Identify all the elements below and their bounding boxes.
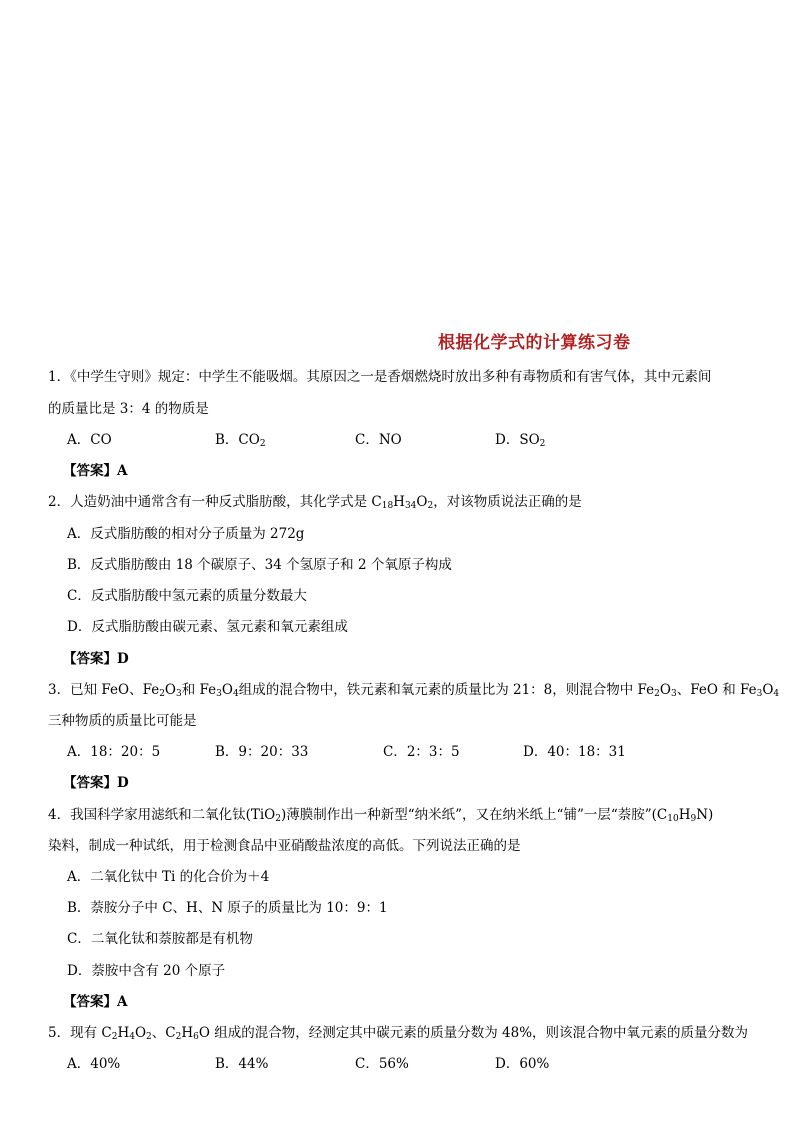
question-1-answer: 【答案】A <box>63 463 128 479</box>
question-5-option-b: B．44% <box>215 1056 269 1072</box>
question-5-option-d: D．60% <box>495 1056 550 1072</box>
question-3-stem-line-1: 3．已知 FeO、$Fe_2O_3$和 $Fe_3O_4$组成的混合物中，铁元素和氧元素的质量比为 21：8，则混合物中 $Fe_2O_3$、FeO 和 $Fe_3O_4$ <box>48 682 780 699</box>
question-1-option-b: B．$CO_2$ <box>215 432 266 449</box>
question-4-stem-line-2: 染料，制成一种试纸，用于检测食品中亚硝酸盐浓度的高低。下列说法正确的是 <box>48 838 521 854</box>
page-title: 根据化学式的计算练习卷 <box>438 333 631 353</box>
question-2-option-a: A．反式脂肪酸的相对分子质量为 272g <box>67 526 305 542</box>
question-2-option-d: D．反式脂肪酸由碳元素、氢元素和氧元素组成 <box>67 619 348 635</box>
question-4-option-d: D．萘胺中含有 20 个原子 <box>67 963 226 979</box>
question-4-stem-line-1: 4．我国科学家用滤纸和二氧化钛(TiO$_2$)薄膜制作出一种新型“纳米纸”，又在纳米纸上“铺”一层“萘胺$”(C_{10}H_9N)$ <box>48 807 714 824</box>
question-5-option-c: C．56% <box>355 1056 409 1072</box>
question-1-stem-line-2: 的质量比是 3：4 的物质是 <box>48 401 209 417</box>
question-4-option-c: C．二氧化钛和萘胺都是有机物 <box>67 931 253 947</box>
question-2-answer: 【答案】D <box>63 651 129 667</box>
question-1-stem-line-1: 1．《中学生守则》规定：中学生不能吸烟。其原因之一是香烟燃烧时放出多种有毒物质和有害气体，其中元素间 <box>48 369 712 385</box>
question-1-option-c: C．NO <box>355 432 402 448</box>
question-2-stem: 2．人造奶油中通常含有一种反式脂肪酸，其化学式是 $C_{18}H_{34}O_2$，对该物质说法正确的是 <box>48 494 582 511</box>
question-4-answer: 【答案】A <box>63 994 128 1010</box>
question-2-option-b: B．反式脂肪酸由 18 个碳原子、34 个氢原子和 2 个氧原子构成 <box>67 557 452 573</box>
question-3-option-d: D．40：18：31 <box>523 744 626 760</box>
question-3-stem-line-2: 三种物质的质量比可能是 <box>48 713 197 729</box>
question-5-option-a: A．40% <box>67 1056 121 1072</box>
question-4-option-b: B．萘胺分子中 C、H、N 原子的质量比为 10：9：1 <box>67 900 388 916</box>
question-3-option-a: A．18：20：5 <box>67 744 161 760</box>
question-4-option-a: A．二氧化钛中 Ti 的化合价为＋4 <box>67 869 270 885</box>
question-3-option-b: B．9：20：33 <box>215 744 309 760</box>
question-5-stem: 5．现有 $C_2H_4O_2$、$C_2H_6O$ 组成的混合物，经测定其中碳元素的质量分数为 48%，则该混合物中氧元素的质量分数为 <box>48 1025 749 1042</box>
question-3-answer: 【答案】D <box>63 775 129 791</box>
question-1-option-a: A．CO <box>67 432 112 448</box>
question-3-option-c: C．2：3：5 <box>383 744 460 760</box>
question-2-option-c: C．反式脂肪酸中氢元素的质量分数最大 <box>67 588 307 604</box>
question-1-option-d: D．$SO_2$ <box>495 432 546 449</box>
